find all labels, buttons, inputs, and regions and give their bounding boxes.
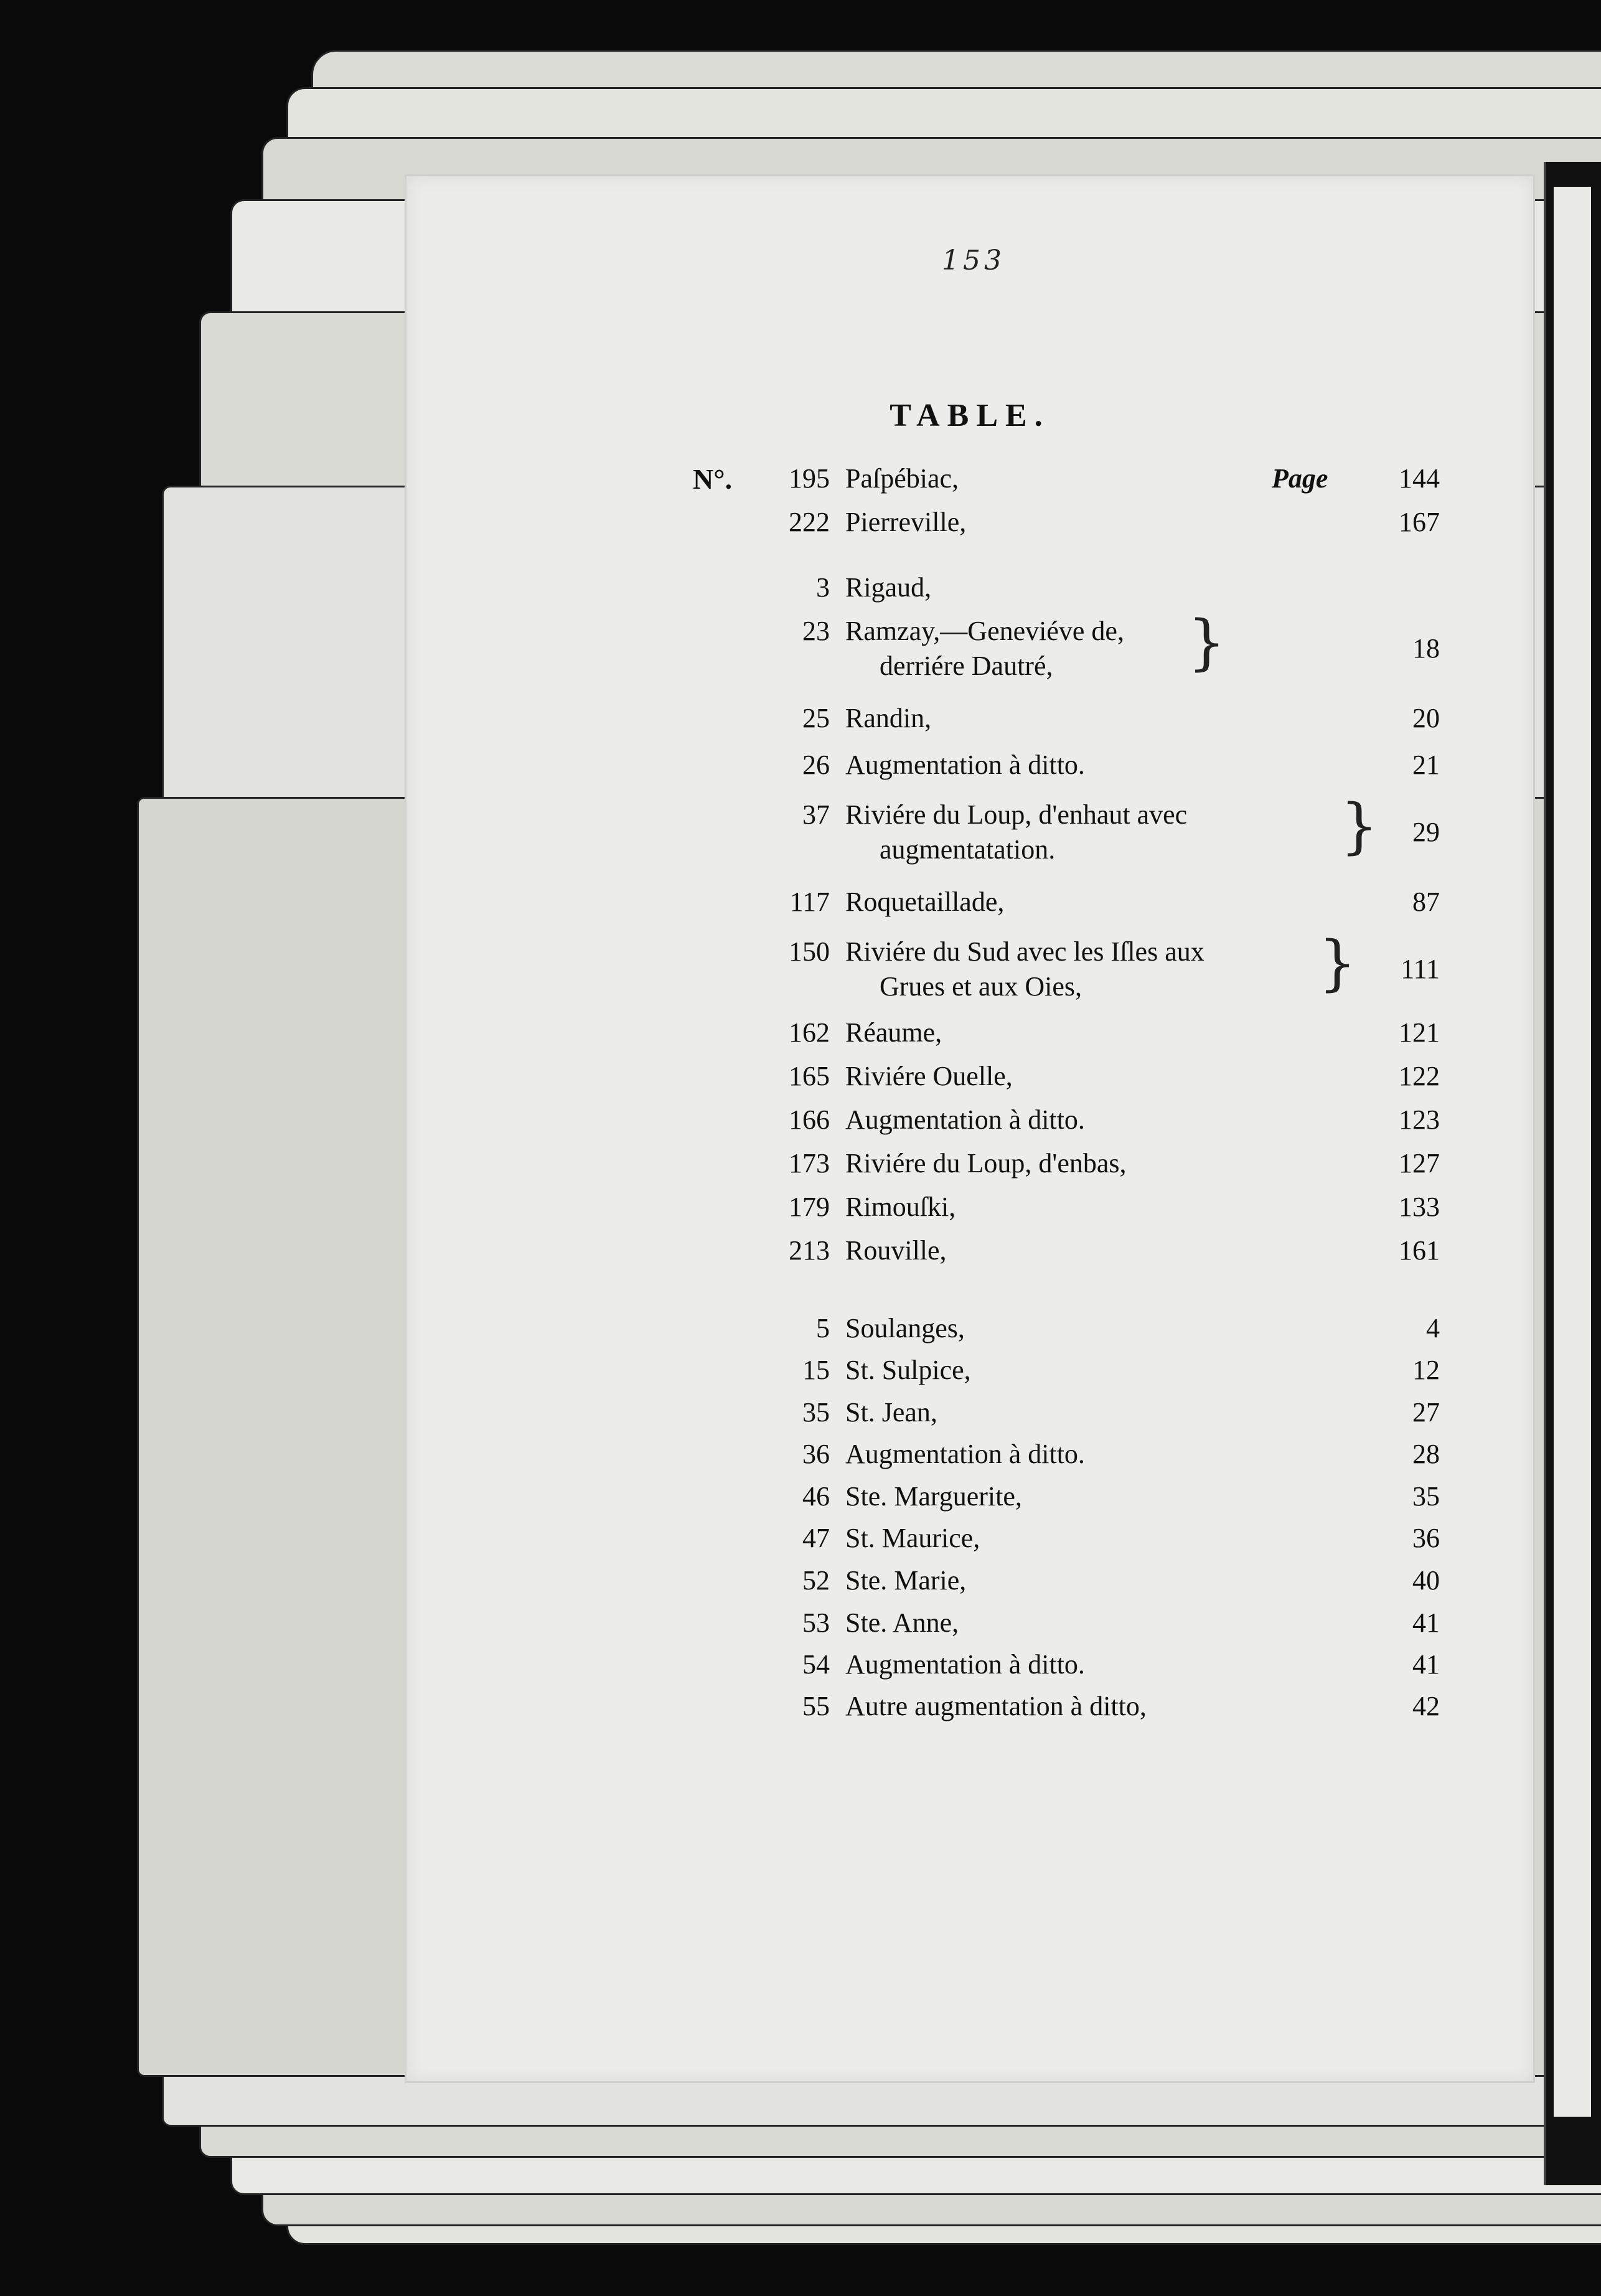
entry-page: 121 bbox=[1399, 1017, 1440, 1048]
entry-number: 150 bbox=[789, 936, 830, 967]
entry-number: 165 bbox=[789, 1061, 830, 1091]
entry-name: Rouville, bbox=[845, 1235, 947, 1266]
entry-name: Augmentation à ditto. bbox=[845, 750, 1085, 780]
toc-row bbox=[406, 1522, 1533, 1560]
printed-page bbox=[405, 174, 1535, 2083]
entry-page: 41 bbox=[1412, 1607, 1440, 1638]
toc-row bbox=[406, 608, 1533, 681]
entry-page: 20 bbox=[1412, 703, 1440, 733]
entry-page: 127 bbox=[1399, 1148, 1440, 1179]
entry-number: 54 bbox=[802, 1649, 830, 1680]
entry-page: 144 bbox=[1399, 463, 1440, 494]
toc-row bbox=[406, 1235, 1533, 1272]
number-prefix: N°. bbox=[693, 463, 733, 495]
entry-number: 179 bbox=[789, 1192, 830, 1222]
toc-row bbox=[406, 749, 1533, 786]
entry-number: 222 bbox=[789, 507, 830, 537]
toc-row bbox=[406, 791, 1533, 865]
entry-page: 28 bbox=[1412, 1439, 1440, 1469]
entry-number: 195 bbox=[789, 463, 830, 494]
brace-glyph: } bbox=[1340, 791, 1379, 861]
entry-number: 47 bbox=[802, 1523, 830, 1553]
entry-page: 35 bbox=[1412, 1481, 1440, 1512]
toc-row bbox=[406, 1564, 1533, 1602]
entry-number: 37 bbox=[802, 799, 830, 830]
toc-row bbox=[406, 1060, 1533, 1098]
entry-page: 4 bbox=[1426, 1313, 1440, 1343]
entry-name-continuation: Grues et aux Oies, bbox=[880, 971, 1082, 1002]
entry-name: Riviére du Loup, d'enhaut avec bbox=[845, 799, 1188, 830]
toc-row bbox=[406, 1191, 1533, 1228]
toc-row bbox=[406, 1104, 1533, 1141]
brace-glyph: } bbox=[1318, 928, 1357, 998]
entry-number: 15 bbox=[802, 1355, 830, 1385]
entry-name: Augmentation à ditto. bbox=[845, 1649, 1085, 1680]
toc-row bbox=[406, 886, 1533, 923]
entry-page: 123 bbox=[1399, 1104, 1440, 1135]
handwritten-page-number: 153 bbox=[942, 245, 1005, 276]
entry-name: Augmentation à ditto. bbox=[845, 1439, 1085, 1469]
entry-name: Paſpébiac, bbox=[845, 463, 959, 494]
entry-name: Ste. Anne, bbox=[845, 1607, 959, 1638]
entry-number: 26 bbox=[802, 750, 830, 780]
entry-page: 87 bbox=[1412, 887, 1440, 917]
entry-page: 36 bbox=[1412, 1523, 1440, 1553]
entry-name: St. Maurice, bbox=[845, 1523, 980, 1553]
entry-page: 133 bbox=[1399, 1192, 1440, 1222]
entry-number: 25 bbox=[802, 703, 830, 733]
toc-row bbox=[406, 1438, 1533, 1475]
toc-row bbox=[406, 1147, 1533, 1185]
facing-page-edge bbox=[1550, 187, 1591, 2117]
entry-number: 117 bbox=[789, 887, 830, 917]
entry-number: 23 bbox=[802, 616, 830, 646]
toc-row bbox=[406, 1017, 1533, 1054]
toc-row bbox=[406, 1690, 1533, 1728]
entry-page: 167 bbox=[1399, 507, 1440, 537]
toc-row bbox=[406, 1354, 1533, 1391]
entry-number: 36 bbox=[802, 1439, 830, 1469]
entry-page: 12 bbox=[1412, 1355, 1440, 1385]
entry-name: St. Sulpice, bbox=[845, 1355, 971, 1385]
entry-page: 41 bbox=[1412, 1649, 1440, 1680]
entry-page: 122 bbox=[1399, 1061, 1440, 1091]
entry-number: 166 bbox=[789, 1104, 830, 1135]
toc-row bbox=[406, 702, 1533, 740]
entry-name: Riviére Ouelle, bbox=[845, 1061, 1013, 1091]
entry-number: 213 bbox=[789, 1235, 830, 1266]
toc-row bbox=[406, 1607, 1533, 1644]
entry-number: 35 bbox=[802, 1397, 830, 1428]
entry-page: 29 bbox=[1412, 817, 1440, 847]
entry-number: 173 bbox=[789, 1148, 830, 1179]
entry-name: Soulanges, bbox=[845, 1313, 965, 1343]
entry-name: Pierreville, bbox=[845, 507, 967, 537]
entry-page: 111 bbox=[1401, 954, 1440, 984]
entry-name: Ste. Marguerite, bbox=[845, 1481, 1022, 1512]
entry-name: St. Jean, bbox=[845, 1397, 937, 1428]
entry-name: Ste. Marie, bbox=[845, 1565, 967, 1596]
toc-row bbox=[406, 463, 1533, 500]
entry-number: 55 bbox=[802, 1691, 830, 1721]
entry-name: Augmentation à ditto. bbox=[845, 1104, 1085, 1135]
toc-row bbox=[406, 928, 1533, 1002]
page-column-label: Page bbox=[1272, 463, 1328, 494]
page-title: TABLE. bbox=[890, 398, 1050, 433]
entry-number: 46 bbox=[802, 1481, 830, 1512]
entry-page: 18 bbox=[1412, 633, 1440, 664]
entry-name: Riviére du Loup, d'enbas, bbox=[845, 1148, 1127, 1179]
entry-name: Rigaud, bbox=[845, 572, 932, 603]
entry-name: Ramzay,—Geneviéve de, bbox=[845, 616, 1124, 646]
entry-number: 52 bbox=[802, 1565, 830, 1596]
entry-page: 42 bbox=[1412, 1691, 1440, 1721]
entry-number: 5 bbox=[816, 1313, 830, 1343]
entry-page: 21 bbox=[1412, 750, 1440, 780]
entry-page: 40 bbox=[1412, 1565, 1440, 1596]
toc-row bbox=[406, 1396, 1533, 1434]
toc-row bbox=[406, 572, 1533, 609]
entry-name-continuation: derriére Dautré, bbox=[880, 651, 1053, 681]
entry-name: Autre augmentation à ditto, bbox=[845, 1691, 1147, 1721]
toc-row bbox=[406, 1312, 1533, 1350]
entry-name: Riviére du Sud avec les Iſles aux bbox=[845, 936, 1204, 967]
entry-page: 27 bbox=[1412, 1397, 1440, 1428]
toc-row bbox=[406, 506, 1533, 543]
entry-name-continuation: augmentatation. bbox=[880, 834, 1056, 865]
entry-number: 3 bbox=[816, 572, 830, 603]
toc-row bbox=[406, 1649, 1533, 1686]
toc-row bbox=[406, 1480, 1533, 1518]
entry-number: 162 bbox=[789, 1017, 830, 1048]
brace-glyph: } bbox=[1188, 608, 1226, 677]
entry-name: Roquetaillade, bbox=[845, 887, 1005, 917]
entry-name: Rimouſki, bbox=[845, 1192, 956, 1222]
entry-page: 161 bbox=[1399, 1235, 1440, 1266]
entry-number: 53 bbox=[802, 1607, 830, 1638]
entry-name: Randin, bbox=[845, 703, 932, 733]
entry-name: Réaume, bbox=[845, 1017, 942, 1048]
